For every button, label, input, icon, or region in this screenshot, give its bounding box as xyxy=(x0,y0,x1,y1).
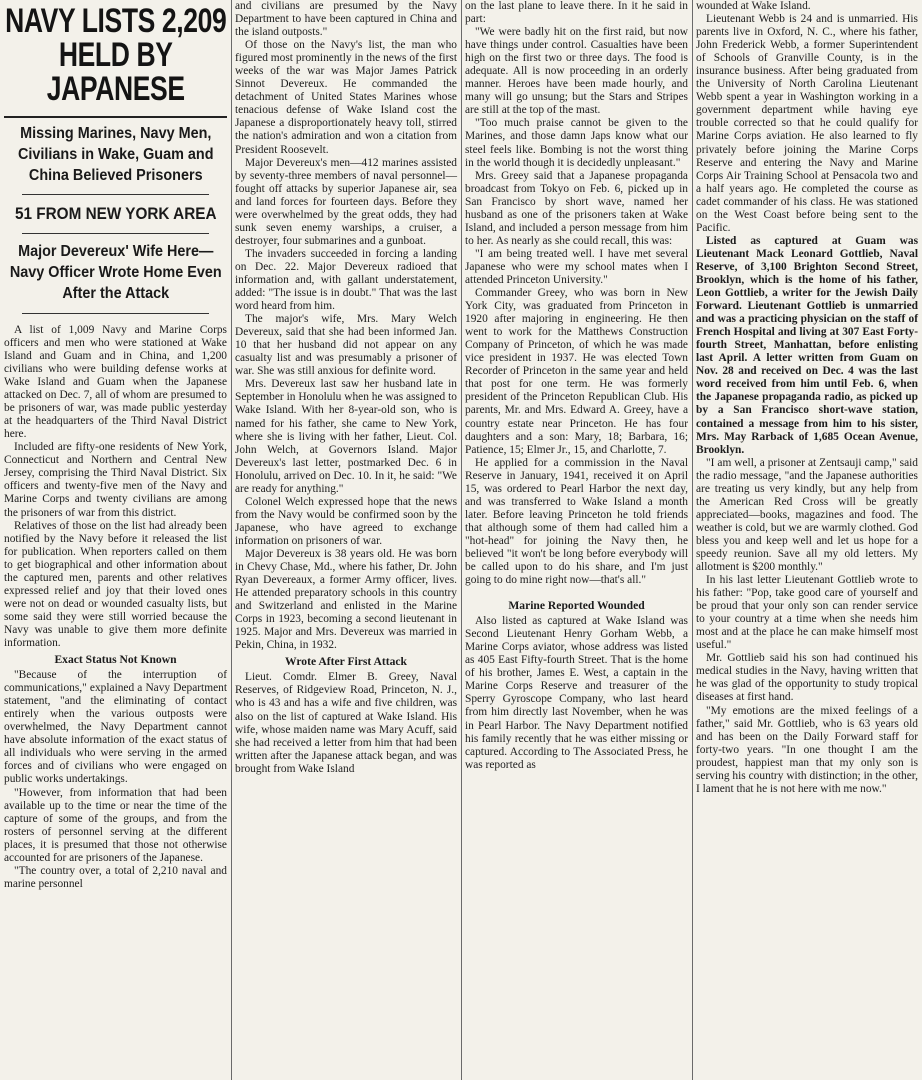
paragraph: "However, from information that had been available up to the time or near the time of the capture of some of the groups, and from the rosters of personnel serving at the different places, it is presumed that those not otherwise accounted for are prisoners of the Japanese. xyxy=(4,786,227,864)
paragraph: Commander Greey, who was born in New York City, was graduated from Princeton in 1920 after majoring in engineering. He then went to work for the Matthews Construction Company of Princeton, of which he was made vice president in 1937. He was elected Town Recorder of Princeton in the same year and held that post for one term. He was formerly president of the Princeton Republican Club. His parents, Mr. and Mrs. Edward A. Greey, have a country estate near Princeton. He has four daughters and a son: Mary, 18; Barbara, 16; Patience, 15; Elmer Jr., 15, and Charlotte, 7. xyxy=(465,287,688,456)
paragraph: Mrs. Devereux last saw her husband late in September in Honolulu when he was assigned to Wake Island. With her 8-year-old son, who is named for his father, she came to New York, where she is living with her father, Lieut. Col. John Welch, at Governors Island. Major Devereux's last letter, postmarked Dec. 6 in Honolulu, arrived on Dec. 10. In it, he said: "We are ready for anything." xyxy=(235,378,457,495)
paragraph: "My emotions are the mixed feelings of a father," said Mr. Gottlieb, who is 63 years old and has been on the Daily Forward staff for forty-two years. "In one thought I am the proudest, happiest man that my only son is serving his country with distinction; in the other, I lament that he is not here with me now." xyxy=(696,704,918,795)
paragraph: He applied for a commission in the Naval Reserve in January, 1941, received it on April 15, was ordered to Pearl Harbor the next day, and was transferred to Wake Island a month later. Before leaving Princeton he told friends that although some of them had called him a "hot-head" for joining the Navy then, he believed "it won't be long before everybody will be called upon to do his share, and I'm just going to do mine right now—that's all." xyxy=(465,456,688,587)
deck-divider xyxy=(22,233,209,234)
subhead-exact-status: Exact Status Not Known xyxy=(54,653,177,667)
paragraph: "Too much praise cannot be given to the Marines, and those damn Japs know what our steel feels like. Bombing is not the worst thing in the world though it is decidedly unpleasant." xyxy=(465,117,688,169)
paragraph: "Because of the interruption of communications," explained a Navy Department statement, "and the eliminating of contact entirely when the various outposts were overwhelmed, the Navy Department cannot have absolute information of the exact status of all individuals who were serving in the armed forces and of civilians who were engaged on public works undertakings. xyxy=(4,669,227,786)
paragraph: Major Devereux's men—412 marines assisted by seventy-three members of naval personnel—fought off attacks by superior Japanese air, sea and land forces for fourteen days. Before they were overwhelmed by the great odds, they had sunk seven enemy warships, a cruiser, a destroyer, four submarines and a gunboat. xyxy=(235,156,457,247)
paragraph: wounded at Wake Island. xyxy=(696,0,811,12)
paragraph: and civilians are presumed by the Navy Department to have been captured in China and the island outposts." xyxy=(235,0,457,39)
paragraph: Also listed as captured at Wake Island was Second Lieutenant Henry Gorham Webb, a Marine Corps aviator, whose address was listed as 405 East Fifty-fourth Street. That is the home of his brother, James E. West, a captain in the Marine Corps Reserve and treasurer of the Sperry Gyroscope Company, who last heard from him directly last November, when he was in Pearl Harbor. The Navy Department notified his family recently that he was either missing or captured. According to The Associated Press, he was reported as xyxy=(465,615,688,771)
paragraph: Colonel Welch expressed hope that the news from the Navy would be confirmed soon by the Japanese, who have agreed to exchange information on prisoners of war. xyxy=(235,495,457,547)
deck-divider xyxy=(22,194,209,195)
article-body-col1 xyxy=(4,324,227,891)
paragraph: Relatives of those on the list had already been notified by the Navy before it released the list for publication. When reporters called on them to get biographical and other information about the captured men, parents and other relatives expressed relief and joy that their loved ones were not on dead or wounded casualty lists, but some said they were still worried because the Navy was unable to give them more definite information. xyxy=(4,519,227,649)
paragraph: "I am well, a prisoner at Zentsauji camp," said the radio message, "and the Japanese authorities are treating us very kindly, but any help from the American Red Cross will be greatly appreciated—books, magazines and food. The weather is cold, but we are warmly clothed. God bless you and keep well and let us hope for a speedy reunion. Save all my old letters. My allotment is $200 monthly." xyxy=(696,456,918,574)
paragraph: Lieut. Comdr. Elmer B. Greey, Naval Reserves, of Ridgeview Road, Princeton, N. J., who is 43 and has a wife and five children, was also on the list of captured at Wake Island. His wife, whose maiden name was Mary Acuff, said she had received a letter from him that had been written after the Japanese attack began, and was brought from Wake Island xyxy=(235,671,457,775)
deck-2: 51 FROM NEW YORK AREA xyxy=(14,204,217,224)
deck-1: Missing Marines, Navy Men, Civilians in Wake, Guam and China Believed Prisoners xyxy=(17,125,214,184)
paragraph: The major's wife, Mrs. Mary Welch Devereux, said that she had been informed Jan. 10 that her husband did not appear on any casualty list and was presumably a prisoner of war. She was still anxious for definite word. xyxy=(235,313,457,378)
paragraph: "We were badly hit on the first raid, but now have things under control. Casualties have been high on the first two or three days. The food is adequate. All is now proceeding in an orderly manner. Heroes have been made hourly, and many will go unsung; but the Stars and Stripes are still at the top of the mast. xyxy=(465,26,688,117)
paragraph: In his last letter Lieutenant Gottlieb wrote to his father: "Pop, take good care of yourself and be proud that your only son can render service to your country at a time when she needs him most and at the place he can make himself most useful." xyxy=(696,574,918,652)
paragraph: Included are fifty-one residents of New York, Connecticut and Northern and Central New Jersey, comprising the Third Naval District. Six officers and twenty-five men of the Navy and Marine Corps and twenty civilians are among the prisoners of war from this district. xyxy=(4,441,227,519)
paragraph: Listed as captured at Guam was Lieutenant Mack Leonard Gottlieb, Naval Reserve, of 3,100 Brighton Second Street, Brooklyn, which is the home of his father, Leon Gottlieb, a writer for the Jewish Daily Forward. Lieutenant Gottlieb is unmarried and was a practicing physician on the staff of French Hospital and living at 307 East Forty-fourth Street, Manhattan, before enlisting last April. A letter written from Guam on Nov. 28 and received on Dec. 4 was the last word received from him until Feb. 6, when the Japanese propaganda radio, as picked up by a San Francisco short-wave station, contained a message from him to his sister, Mrs. May Rarback of 1,685 Ocean Avenue, Brooklyn. xyxy=(696,234,918,456)
column-4 xyxy=(692,0,922,1080)
subhead-wrote-after-attack: Wrote After First Attack xyxy=(284,655,408,669)
column-3 xyxy=(461,0,692,1080)
paragraph: Mr. Gottlieb said his son had continued his medical studies in the Navy, having written that he was glad of the opportunity to study tropical diseases at first hand. xyxy=(696,652,918,704)
paragraph: A list of 1,009 Navy and Marine Corps officers and men who were stationed at Wake Island and Guam and in China, and 1,200 civilians who were building defense works at Wake Island and Guam when the Japanese attacked on Dec. 7, all of whom are presumed to be prisoners of war, was made public yesterday at the headquarters of the Third Naval District here. xyxy=(4,323,227,441)
paragraph: The invaders succeeded in forcing a landing on Dec. 22. Major Devereux radioed that information and, with gallant understatement, added: "The issue is in doubt." That was the last word heard from him. xyxy=(235,247,457,313)
paragraph: Mrs. Greey said that a Japanese propaganda broadcast from Tokyo on Feb. 6, picked up in San Francisco by short wave, named her husband as one of the prisoners taken at Wake Island, and included a person message from him to her. As nearly as she could recall, this was: xyxy=(465,169,688,247)
deck-divider xyxy=(22,313,209,314)
paragraph: "The country over, a total of 2,210 naval and marine personnel xyxy=(4,864,227,890)
paragraph: on the last plane to leave there. In it he said in part: xyxy=(465,0,688,26)
paragraph: "I am being treated well. I have met several Japanese who were my school mates when I attended Princeton University." xyxy=(465,247,688,286)
paragraph: Lieutenant Webb is 24 and is unmarried. His parents live in Oxford, N. C., where his father, John Frederick Webb, a former Superintendent of Schools of Granville County, is in the insurance business. After being graduated from the University of North Carolina Lieutenant Webb spent a year in Washington working in a government department while having eye trouble corrected so that he could qualify for Marine Corps aviation. He also learned to fly privately before joining the Marine Corps Reserve and entering the Navy and Marine Corps Air Training School at Pensacola two and a half years ago. He completed the course as cadet commander of his class. He was stationed on the West Coast before being sent to the Pacific. xyxy=(696,13,918,234)
headline-line-2: HELD BY JAPANESE xyxy=(46,36,185,108)
column-2 xyxy=(231,0,461,1080)
subhead-marine-wounded: Marine Reported Wounded xyxy=(508,599,645,613)
paragraph: Major Devereux is 38 years old. He was born in Chevy Chase, Md., where his father, Dr. John Ryan Devereaux, a former Army officer, lives. He attended preparatory schools in this country and Switzerland and enlisted in the Marine Corps in 1923, becoming a second lieutenant in 1925. Major and Mrs. Devereux was married in Pekin, China, in 1932. xyxy=(235,547,457,652)
headline-rule xyxy=(4,116,227,118)
paragraph: Of those on the Navy's list, the man who figured most prominently in the news of the first weeks of the war was Major James Patrick Sinnot Devereux. He commanded the detachment of United States Marines whose tenacious defense of Wake Island cost the Japanese a disproportionately heavy toll, stirred the nation's admiration and won a citation from President Roosevelt. xyxy=(235,39,457,156)
headline-line-1: NAVY LISTS 2,209 xyxy=(4,2,227,40)
column-1 xyxy=(0,0,231,1080)
deck-3: Major Devereux' Wife Here— Navy Officer Wrote Home Even After the Attack xyxy=(9,243,222,303)
